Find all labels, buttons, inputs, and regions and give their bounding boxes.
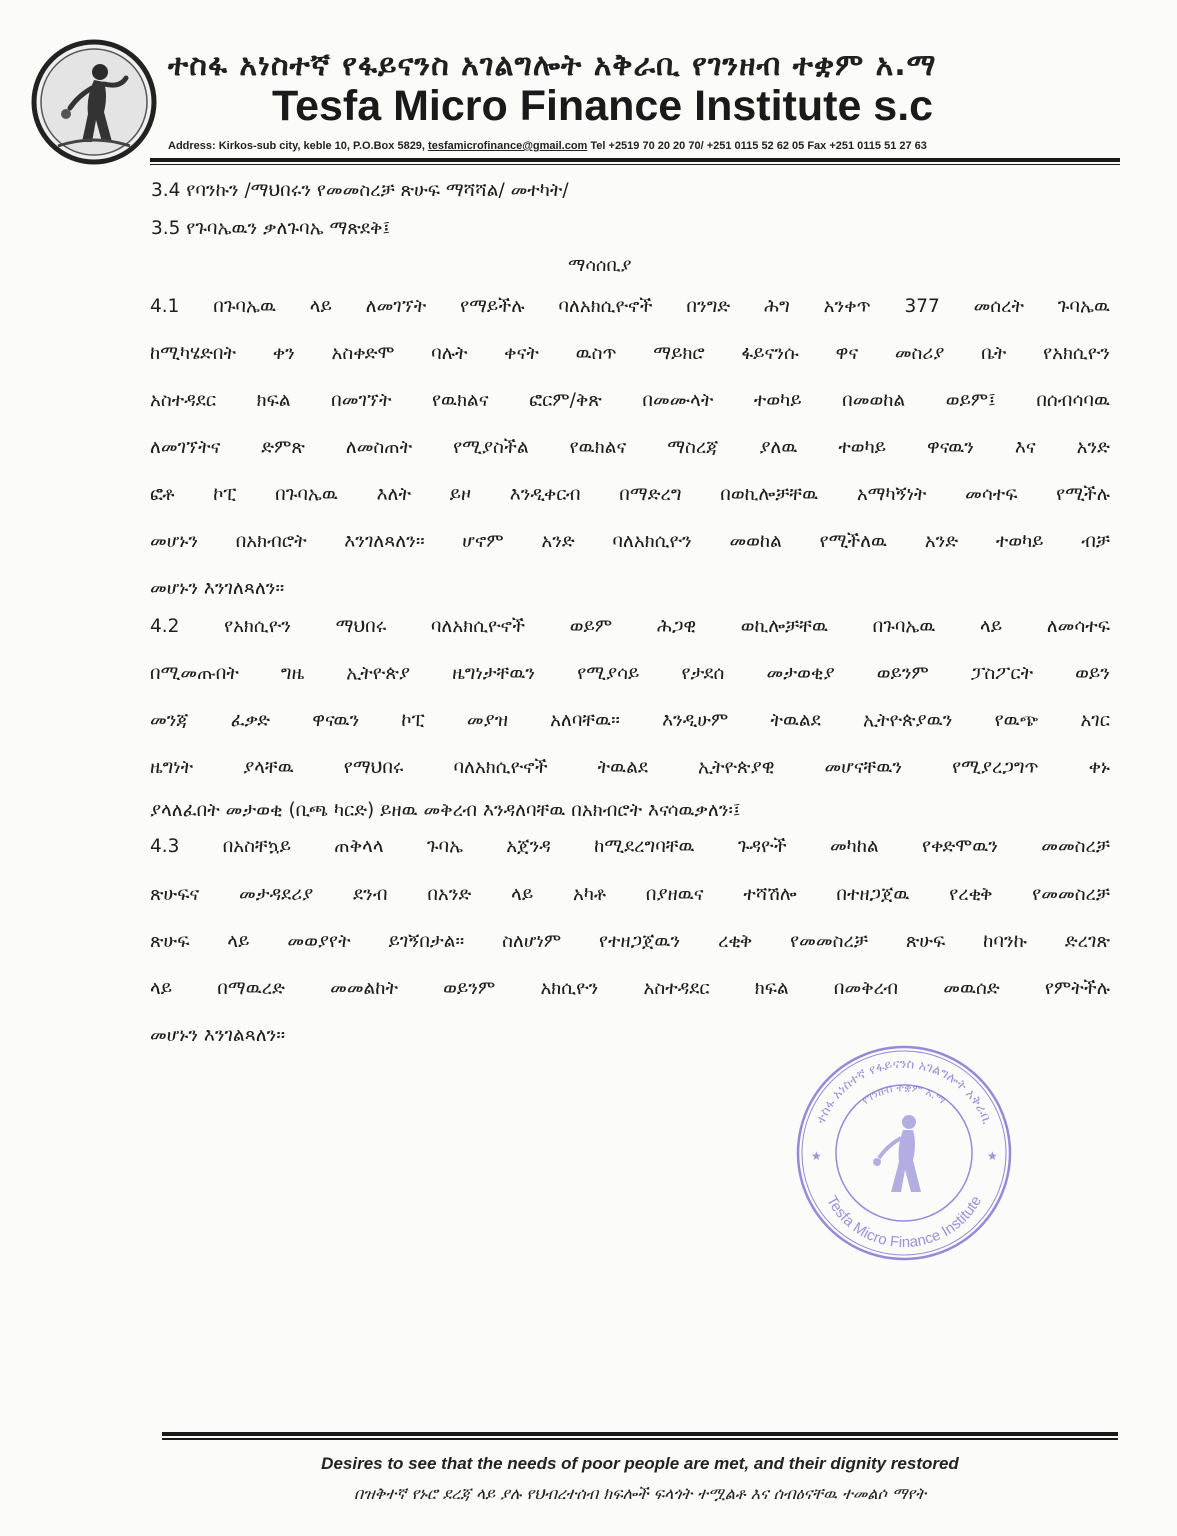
paragraph-4-3-line: 4.3 በአስቸኳይ ጠቅላላ ጉባኤ አጀንዳ ከሚደረግባቸዉ ጉዳዮች መካከል የቀድሞዉን መመስረቻ xyxy=(150,836,1110,857)
paragraph-4-3-line: ላይ በማዉረድ መመልከት ወይንም አክሲዮን አስተዳደር ክፍል በመቅረብ መዉሰድ የምትችሉ xyxy=(150,978,1110,999)
paragraph-4-1-line: ከሚካሄድበት ቀን አስቀድሞ ባሉት ቀናት ዉስጥ ማይክሮ ፋይናንሱ ዋና መስሪያ ቤት የአክሲዮን xyxy=(150,343,1110,364)
paragraph-4-1-line: አስተዳደር ክፍል በመገኘት የዉክልና ፎርም/ቅጽ በመሙላት ተወካይ በመወከል ወይም፤ በሰብሳባዉ xyxy=(150,390,1110,411)
paragraph-4-2-line: መንጃ ፈቃድ ዋናዉን ኮፒ መያዝ አለባቸዉ፡፡ እንዲሁም ትዉልደ ኢትዮጵያዉን የዉጭ አገር xyxy=(150,710,1110,731)
organization-logo-icon xyxy=(30,38,158,166)
svg-text:★: ★ xyxy=(811,1149,822,1163)
address-prefix: Address: Kirkos-sub city, keble 10, P.O.Box 5829, xyxy=(168,140,429,152)
email-link[interactable]: tesfamicrofinance@gmail.com xyxy=(428,140,588,152)
footer-motto-amharic: በዝቅተኛ የኑሮ ደረጃ ላይ ያሉ የህብረተሰብ ክፍሎች ፍላጎት ተሟልቶ እና ሰብዕናቸዉ ተመልሶ ማየት xyxy=(353,1484,927,1503)
paragraph-4-2-line: ያላለፈበት መታወቂ (ቢጫ ካርድ) ይዘዉ መቅረብ እንዳለባቸዉ በአክብሮት እናሳዉቃለን፡፤ xyxy=(150,800,741,821)
stamp-bottom-text: Tesfa Micro Finance Institute xyxy=(822,1193,986,1252)
agenda-item-3-4: 3.4 የባንኩን /ማህበሩን የመመስረቻ ጽሁፍ ማሻሻል/ መተካት/ xyxy=(151,180,569,201)
official-seal-icon xyxy=(793,1042,1015,1264)
paragraph-4-2-line: 4.2 የአክሲዮን ማህበሩ ባለአክሲዮኖች ወይም ሕጋዊ ወኪሎቻቸዉ በጉባኤዉ ላይ ለመሳተፍ xyxy=(150,616,1110,637)
paragraph-4-1-line: መሆኑን እንገለጻለን፡፡ xyxy=(150,578,285,599)
svg-text:★: ★ xyxy=(987,1149,998,1163)
address-suffix: Tel +2519 70 20 20 70/ +251 0115 52 62 05 Fax +251 0115 51 27 63 xyxy=(587,140,927,152)
agenda-item-3-5: 3.5 የጉባኤዉን ቃለጉባኤ ማጽደቅ፤ xyxy=(151,218,391,239)
header-divider xyxy=(150,158,1120,165)
stamp-top-text: ተስፋ አነስተኛ የፋይናንስ አገልግሎት አቅራቢ xyxy=(813,1056,995,1127)
paragraph-4-3-line: ጽሁፍ ላይ መወያየት ይገኝበታል፡፡ ስለሆነም የተዘጋጀዉን ረቂቅ የመመስረቻ ጽሁፍ ከባንኩ ድረገጽ xyxy=(150,931,1110,952)
footer-motto-english: Desires to see that the needs of poor people are met, and their dignity restored xyxy=(321,1454,959,1473)
footer-divider xyxy=(162,1432,1118,1440)
paragraph-4-3-line: መሆኑን እንገልጻለን፡፡ xyxy=(150,1025,286,1046)
organization-name-english: Tesfa Micro Finance Institute s.c xyxy=(272,82,934,130)
paragraph-4-1-line: 4.1 በጉባኤዉ ላይ ለመገኘት የማይችሉ ባለአክሲዮኖች በንግድ ሕግ አንቀጥ 377 መሰረት ጉባኤዉ xyxy=(150,296,1110,317)
paragraph-4-2-line: ዜግነት ያላቸዉ የማህበሩ ባለአክሲዮኖች ትዉልደ ኢትዮጵያዊ መሆናቸዉን የሚያረጋግጥ ቀኑ xyxy=(150,757,1110,778)
organization-name-amharic: ተስፋ አነስተኛ የፋይናንስ አገልግሎት አቅራቢ የገንዘብ ተቋም አ.ማ xyxy=(168,48,937,83)
paragraph-4-1-line: ለመገኘትና ድምጽ ለመስጠት የሚያስችል የዉክልና ማስረጃ ያለዉ ተወካይ ዋናዉን እና አንድ xyxy=(150,437,1110,458)
paragraph-4-3-line: ጽሁፍና መታዳደሪያ ደንብ በአንድ ላይ አካቶ በያዘዉና ተሻሽሎ በተዘጋጀዉ የረቂቅ የመመስረቻ xyxy=(150,884,1110,905)
organization-address xyxy=(168,140,1128,152)
paragraph-4-1-line: መሆኑን በአክብሮት እንገለጻለን፡፡ ሆኖም አንድ ባለአክሲዮን መወከል የሚችለዉ አንድ ተወካይ ብቻ xyxy=(150,531,1110,552)
stamp-inner-text: የገንዘብ ተቋም አ.ማ xyxy=(859,1080,949,1108)
paragraph-4-2-line: በሚመጡበት ግዜ ኢትዮጵያ ዜግነታቸዉን የሚያሳይ የታደሰ መታወቂያ ወይንም ፓስፖርት ወይን xyxy=(150,663,1110,684)
paragraph-4-1-line: ፎቶ ኮፒ በጉባኤዉ እለት ይዞ እንዲቀርብ በማድረግ በወኪሎቻቸዉ አማካኝነት መሳተፍ የሚችሉ xyxy=(150,484,1110,505)
notice-heading: ማሳሰቢያ xyxy=(568,255,632,276)
